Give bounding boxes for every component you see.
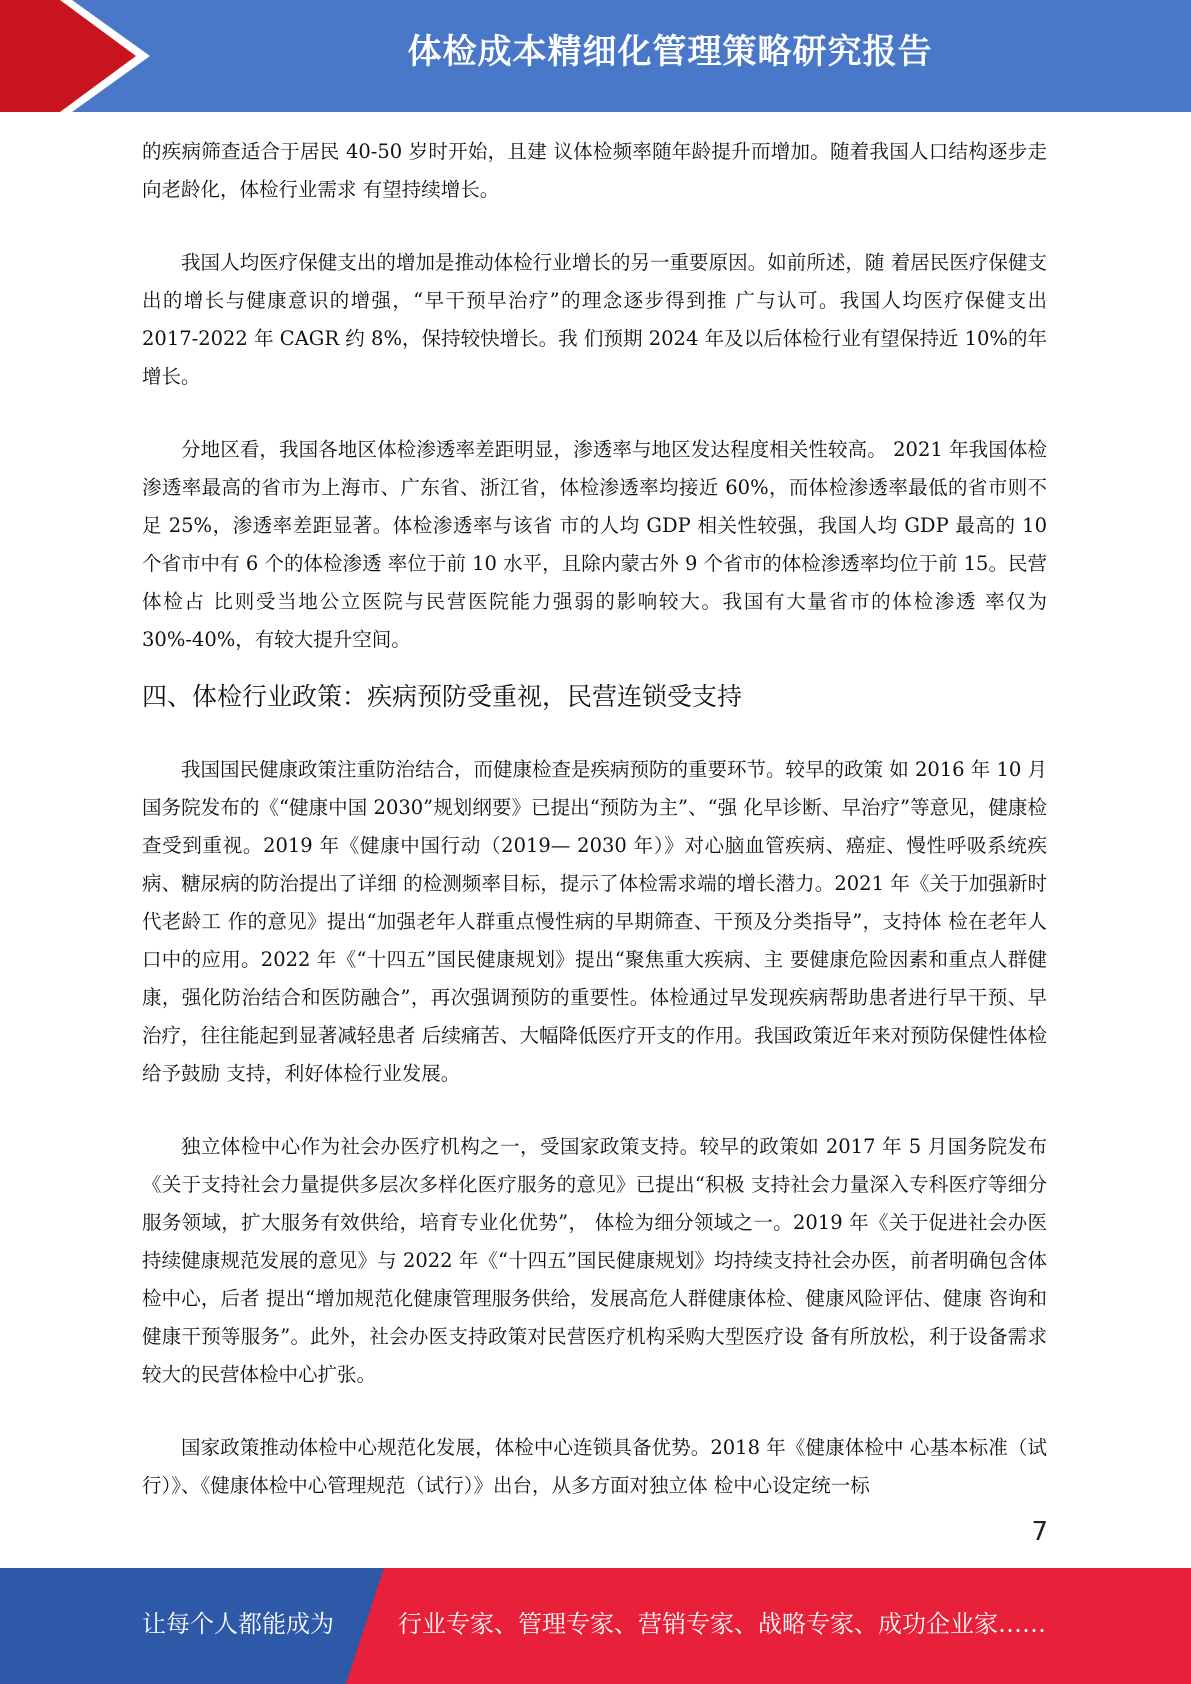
paragraph-healthcare-spending: 我国人均医疗保健支出的增加是推动体检行业增长的另一重要原因。如前所述，随 着居民医疗保健支出的增长与健康意识的增强，“早干预早治疗”的理念逐步得到推 广与认可。我国人均医疗保健支出 2017-2022 年 CAGR 约 8%，保持较快增长。我 们预期 2024 年及以后体检行业有望保持近 10%的年增长。 bbox=[142, 251, 1047, 388]
page-number: 7 bbox=[1031, 1517, 1048, 1547]
paragraph-continuation: 的疾病筛查适合于居民 40-50 岁时开始，且建 议体检频率随年龄提升而增加。随着我国人口结构逐步走向老龄化，体检行业需求 有望持续增长。 bbox=[142, 140, 1047, 201]
page-header bbox=[0, 0, 1191, 112]
page-footer bbox=[0, 1568, 1191, 1684]
footer-slogan-right: 行业专家、管理专家、营销专家、战略专家、成功企业家…… bbox=[398, 1610, 1046, 1638]
section-heading: 四、体检行业政策：疾病预防受重视，民营连锁受支持 bbox=[142, 682, 743, 711]
paragraph-independent-centers: 独立体检中心作为社会办医疗机构之一，受国家政策支持。较早的政策如 2017 年 5 月国务院发布《关于支持社会力量提供多层次多样化医疗服务的意见》已提出“积极 支持社会力量深入专科医疗等细分服务领域，扩大服务有效供给，培育专业化优势”， 体检为细分领域之一。2019 年《关于促进社会办医持续健康规范发展的意见》与 2022 年《“十四五”国民健康规划》均持续支持社会办医，前者明确包含体检中心，后者 提出“增加规范化健康管理服务供给，发展高危人群健康体检、健康风险评估、健康 咨询和健康干预等服务”。此外，社会办医支持政策对民营医疗机构采购大型医疗设 备有所放松，利于设备需求较大的民营体检中心扩张。 bbox=[142, 1135, 1047, 1386]
report-title: 体检成本精细化管理策略研究报告 bbox=[407, 32, 933, 72]
footer-slogan-left: 让每个人都能成为 bbox=[142, 1610, 334, 1638]
paragraph-standardization: 国家政策推动体检中心规范化发展，体检中心连锁具备优势。2018 年《健康体检中 心基本标准（试行）》、《健康体检中心管理规范（试行）》出台，从多方面对独立体 检中心设定统一标 bbox=[142, 1436, 1047, 1497]
paragraph-health-policy: 我国国民健康政策注重防治结合，而健康检查是疾病预防的重要环节。较早的政策 如 2016 年 10 月国务院发布的《“健康中国 2030”规划纲要》已提出“预防为主”、“强 化早诊断、早治疗”等意见，健康检查受到重视。2019 年《健康中国行动（2019— 2030 年）》对心脑血管疾病、癌症、慢性呼吸系统疾病、糖尿病的防治提出了详细 的检测频率目标，提示了体检需求端的增长潜力。2021 年《关于加强新时代老龄工 作的意见》提出“加强老年人群重点慢性病的早期筛查、干预及分类指导”，支持体 检在老年人口中的应用。2022 年《“十四五”国民健康规划》提出“聚焦重大疾病、主 要健康危险因素和重点人群健康，强化防治结合和医防融合”，再次强调预防的重要性。体检通过早发现疾病帮助患者进行早干预、早治疗，往往能起到显著减轻患者 后续痛苦、大幅降低医疗开支的作用。我国政策近年来对预防保健性体检给予鼓励 支持，利好体检行业发展。 bbox=[142, 758, 1047, 1085]
paragraph-regional-penetration: 分地区看，我国各地区体检渗透率差距明显，渗透率与地区发达程度相关性较高。 2021 年我国体检渗透率最高的省市为上海市、广东省、浙江省，体检渗透率均接近 60%，而体检渗透率最低的省市则不足 25%，渗透率差距显著。体检渗透率与该省 市的人均 GDP 相关性较强，我国人均 GDP 最高的 10 个省市中有 6 个的体检渗透 率位于前 10 水平，且除内蒙古外 9 个省市的体检渗透率均位于前 15。民营体检占 比则受当地公立医院与民营医院能力强弱的影响较大。我国有大量省市的体检渗透 率仅为 30%-40%，有较大提升空间。 bbox=[142, 438, 1047, 651]
document-body bbox=[142, 133, 1047, 1505]
